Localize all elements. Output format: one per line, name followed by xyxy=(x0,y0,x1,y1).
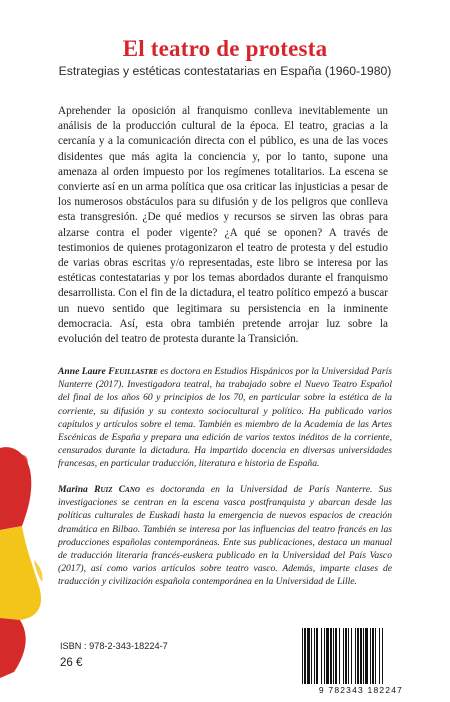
barcode-bar xyxy=(333,628,334,684)
barcode-bar xyxy=(357,628,359,684)
barcode xyxy=(296,628,426,696)
intro-paragraph: Aprehender la oposición al franquismo conlleva inevitablemente un análisis de la producción cultural de la época. El teatro, gracias a la cercanía y a la comunicación directa con el público, es una de las voces disidentes que más agita la conciencia y, por lo tanto, supone una amenaza al orden impuesto por los regímenes totalitarios. La escena se convierte así en un arma política que osa criticar las injusticias a pesar de los numerosos obstáculos para su difusión y de los peligros que conlleva esta transgresión. ¿De qué medios y recursos se sirven las obras para alzarse contra el poder vigente? ¿A qué se oponen? A través de testimonios de quienes protagonizaron el teatro de protesta y del estudio de varias obras escritas y/o representadas, este libro se interesa por las estéticas contestatarias y por los temas abordados durante el franquismo desarrollista. Con el fin de la dictadura, el teatro político empezó a buscar un nuevo sentido que legitimara su persistencia en la inminente democracia. Así, esta obra también pretende arrojar luz sobre la evolución del teatro de protesta durante la Transición. xyxy=(58,105,388,346)
book-subtitle: Estrategias y estéticas contestatarias en España (1960-1980) xyxy=(58,64,392,78)
barcode-bar xyxy=(363,628,364,684)
barcode-bar xyxy=(382,628,383,684)
barcode-bar xyxy=(335,628,337,684)
barcode-bar xyxy=(343,628,344,684)
author-bio-ruiz-cano xyxy=(58,483,392,589)
barcode-bar xyxy=(375,628,376,684)
author-bio-text: es doctora en Estudios Hispánicos por la Universidad París Nanterre (2017). Investigadora teatral, ha trabajado sobre el Nuevo Teatro Español del final de los años 60 y principios de los 70, en particular sobre la estética de la corriente, su difusión y su contexto sociocultural y político. Ha publicado varios capítulos y artículos sobre el tema. También es miembro de la Academia de las Artes Escénicas de España y prepara una edición de varios textos inéditos de la corriente, censurados durante la dictadura. Ha impartido docencia en diversas universidades francesas, en particular traducción, literatura e historia de España. xyxy=(58,366,392,470)
price-text: 26 € xyxy=(60,657,83,669)
author-first-name: Anne Laure xyxy=(58,366,106,377)
author-bio-text: es doctoranda en la Universidad de París Nanterre. Sus investigaciones se centran en la escena vasca postfranquista y abarcan desde las políticas culturales de Euskadi hasta la emergencia de nuevos espacios de creación dramática en Bilbao. También se interesa por las influencias del teatro francés en las producciones españolas contemporáneas. Ente sus publicaciones, destaca un manual de traducción literaria francés-euskera publicado en la Universidad del País Vasco (2017), así como varios artículos sobre teatro vasco. Además, imparte clases de traducción y civilización española contemporánea en la Universidad de Lille. xyxy=(58,484,393,588)
author-surname: Ruiz Cano xyxy=(94,484,140,495)
author-bio-feuillastre xyxy=(58,365,392,471)
barcode-bar xyxy=(339,628,340,684)
barcode-bar xyxy=(330,628,332,684)
barcode-bar xyxy=(324,628,325,684)
barcode-bar xyxy=(311,628,312,684)
barcode-bar xyxy=(326,628,329,684)
barcode-bar xyxy=(351,628,352,684)
barcode-bar xyxy=(372,628,374,684)
barcode-bar xyxy=(321,628,322,684)
barcode-bar xyxy=(302,628,303,684)
barcode-bar xyxy=(360,628,362,684)
barcode-bar xyxy=(316,628,318,684)
barcode-bar xyxy=(355,628,356,684)
barcode-bar xyxy=(345,628,347,684)
author-surname: Feuillastre xyxy=(108,366,158,377)
barcode-bar xyxy=(304,628,306,684)
barcode-bar xyxy=(370,628,371,684)
author-first-name: Marina xyxy=(58,484,88,495)
barcode-bars xyxy=(296,628,426,684)
book-title: El teatro de protesta xyxy=(122,36,328,61)
isbn-text: ISBN : 978-2-343-18224-7 xyxy=(60,641,168,651)
barcode-bar xyxy=(365,628,368,684)
barcode-bar xyxy=(314,628,315,684)
barcode-digits: 9 782343 182247 xyxy=(318,685,404,695)
barcode-bar xyxy=(379,628,380,684)
barcode-bar xyxy=(307,628,310,684)
barcode-bar xyxy=(348,628,349,684)
spanish-flag-brush-icon xyxy=(0,440,62,680)
